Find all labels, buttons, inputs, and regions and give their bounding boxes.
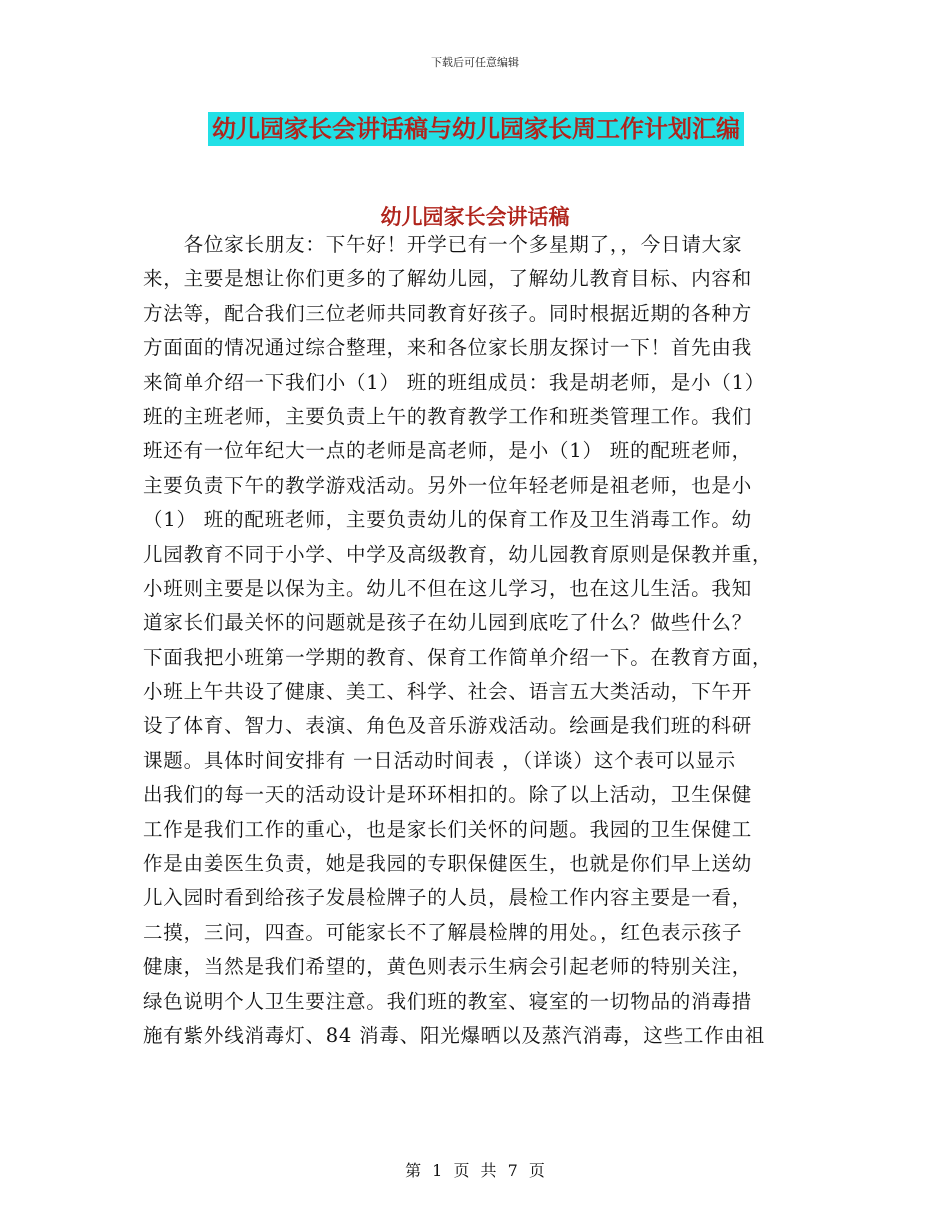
body-line: 班还有一位年纪大一点的老师是高老师，是小（1） 班的配班老师， (143, 439, 752, 463)
section-title: 幼儿园家长会讲话稿 (380, 204, 570, 229)
body-line: 儿园教育不同于小学、中学及高级教育，幼儿园教育原则是保教并重， (143, 542, 773, 566)
body-line: 施有紫外线消毒灯、84 消毒、阳光爆晒以及蒸汽消毒，这些工作由祖 (143, 1023, 766, 1047)
body-line: 下面我把小班第一学期的教育、保育工作简单介绍一下。在教育方面， (143, 645, 773, 669)
body-line: 主要负责下午的教学游戏活动。另外一位年轻老师是祖老师，也是小 (143, 473, 753, 497)
body-line: 设了体育、智力、表演、角色及音乐游戏活动。绘画是我们班的科研 (143, 714, 753, 738)
body-line: （1） 班的配班老师，主要负责幼儿的保育工作及卫生消毒工作。幼 (143, 508, 752, 532)
page-number: 第 1 页 共 7 页 (405, 1161, 545, 1180)
body-line: 工作是我们工作的重心，也是家长们关怀的问题。我园的卫生保健工 (143, 817, 753, 841)
body-line: 班的主班老师，主要负责上午的教育教学工作和班类管理工作。我们 (143, 404, 753, 428)
body-line: 各位家长朋友：下午好！开学已有一个多星期了，，今日请大家 (143, 233, 743, 256)
body-line: 健康，当然是我们希望的，黄色则表示生病会引起老师的特别关注， (143, 955, 753, 979)
body-line: 方法等，配合我们三位老师共同教育好孩子。同时根据近期的各种方 (143, 301, 753, 325)
body-line: 绿色说明个人卫生要注意。我们班的教室、寝室的一切物品的消毒措 (143, 989, 753, 1013)
body-line: 来简单介绍一下我们小（1） 班的班组成员：我是胡老师，是小（1） (143, 370, 766, 394)
body-line: 来，主要是想让你们更多的了解幼儿园，了解幼儿教育目标、内容和 (143, 267, 753, 291)
body-line: 出我们的每一天的活动设计是环环相扣的。除了以上活动，卫生保健 (143, 783, 753, 807)
body-line: 课题。具体时间安排有 一日活动时间表 ，（详谈）这个表可以显示 (143, 748, 736, 772)
body-line: 二摸，三问，四查。可能家长不了解晨检牌的用处。，红色表示孩子 (143, 920, 743, 944)
document-title: 幼儿园家长会讲话稿与幼儿园家长周工作计划汇编 (208, 112, 744, 146)
body-line: 道家长们最关怀的问题就是孩子在幼儿园到底吃了什么？做些什么？ (143, 611, 753, 635)
body-text (143, 228, 813, 1053)
body-line: 儿入园时看到给孩子发晨检牌子的人员，晨检工作内容主要是一看， (143, 886, 753, 910)
body-line: 小班则主要是以保为主。幼儿不但在这儿学习，也在这儿生活。我知 (143, 576, 753, 600)
body-line: 作是由姜医生负责，她是我园的专职保健医生，也就是你们早上送幼 (143, 852, 753, 876)
page-header-note: 下载后可任意编辑 (431, 56, 519, 69)
body-line: 方面面的情况通过综合整理，来和各位家长朋友探讨一下！首先由我 (143, 336, 753, 360)
body-line: 小班上午共设了健康、美工、科学、社会、语言五大类活动，下午开 (143, 680, 753, 704)
